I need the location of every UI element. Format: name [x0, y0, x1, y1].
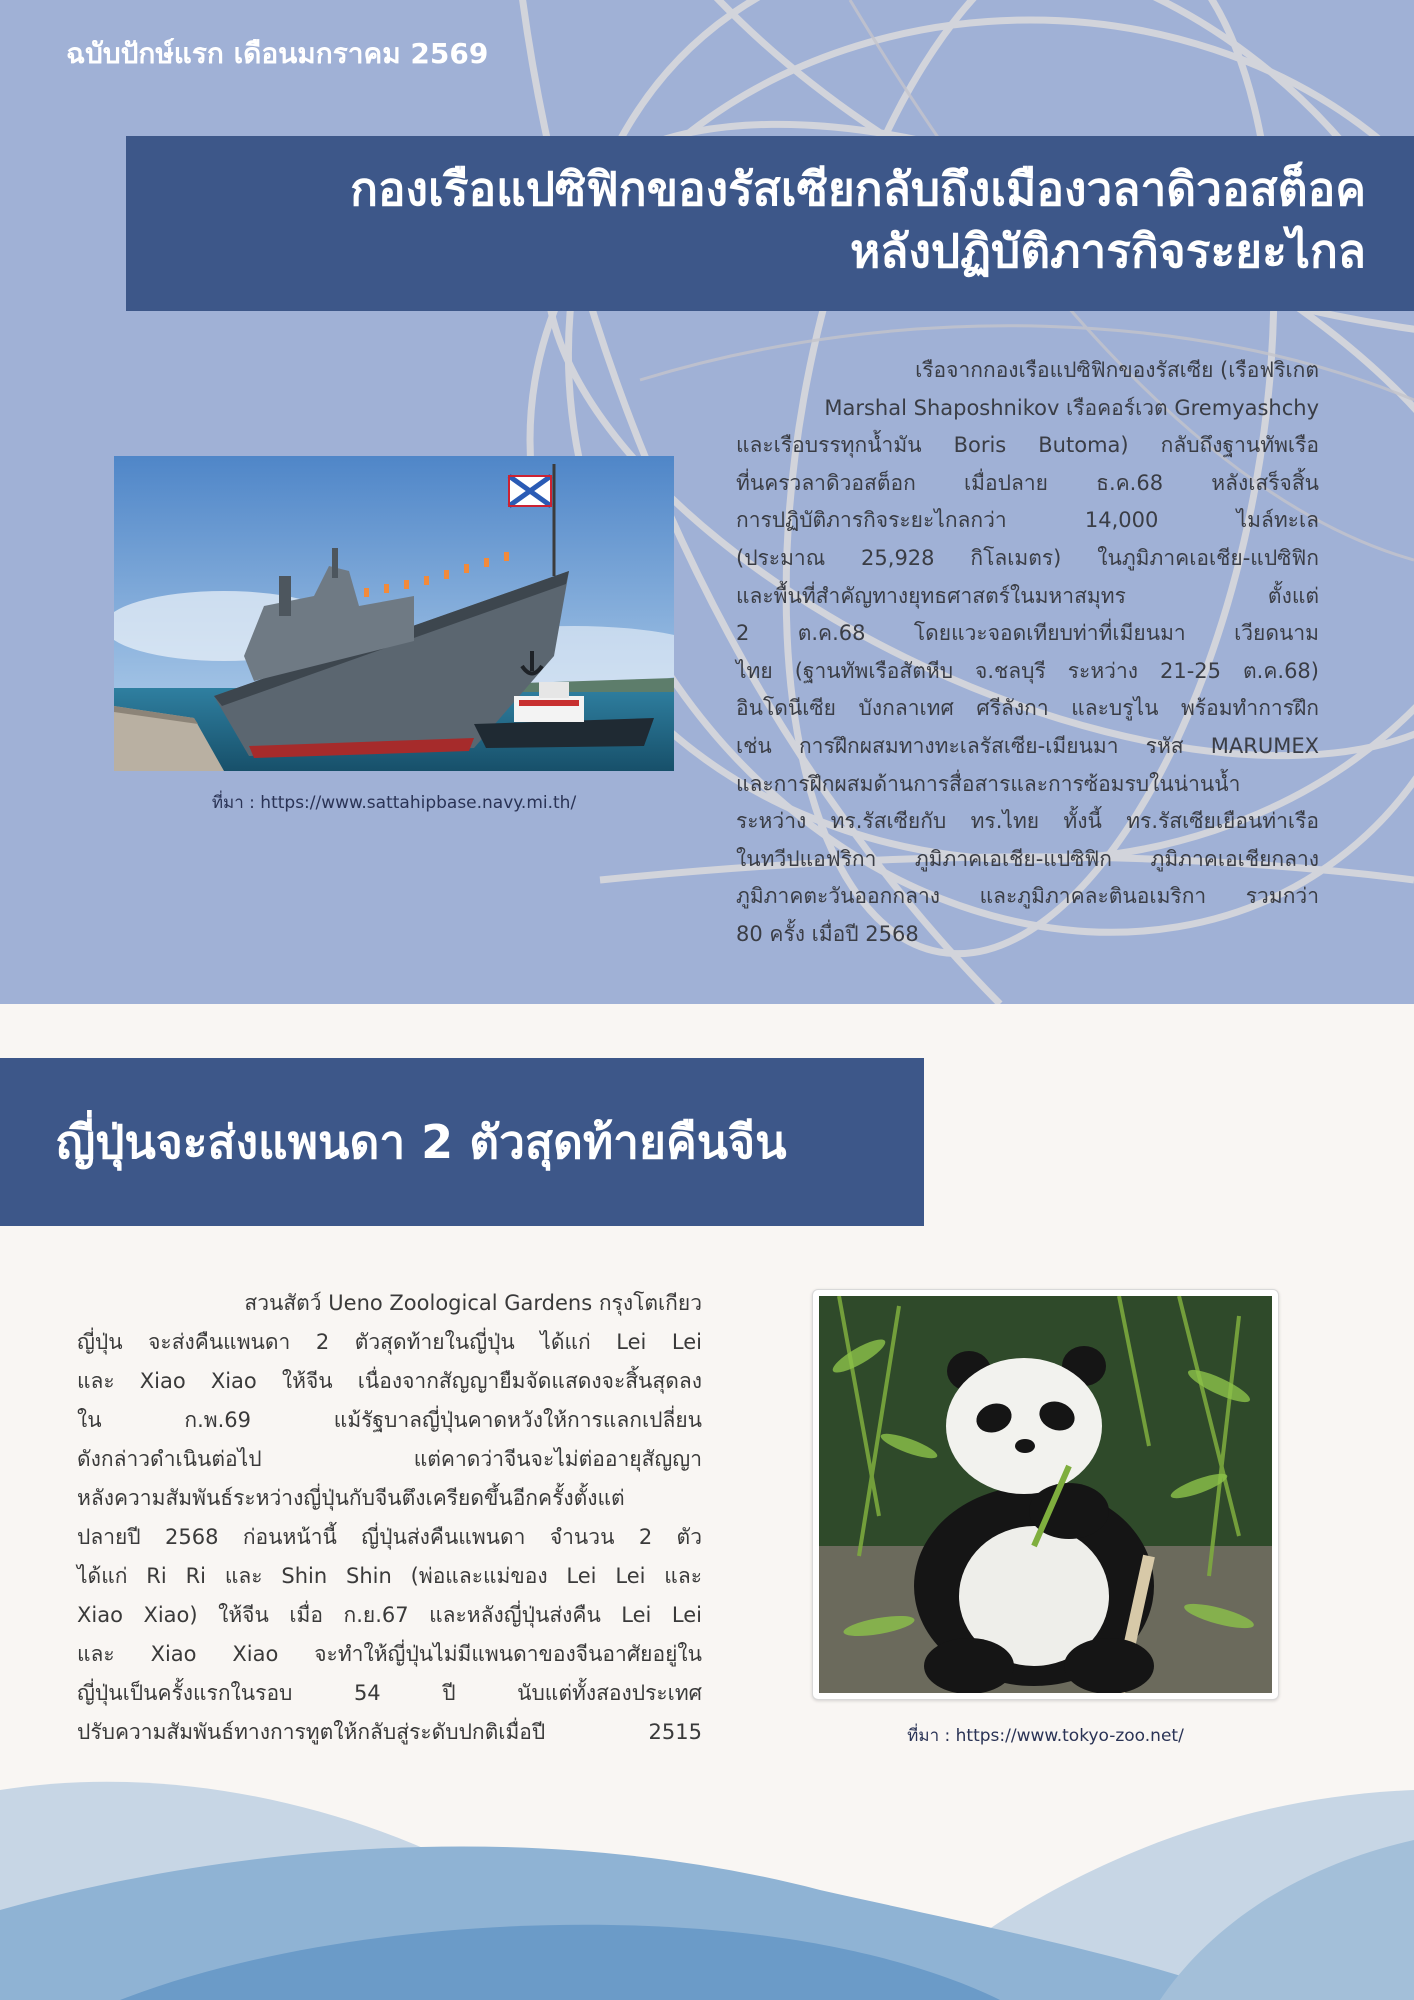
article-1-line: และพื้นที่สำคัญทางยุทธศาสตร์ในมหาสมุทร ตั้งแต่	[736, 583, 1319, 608]
article-2-line: Xiao Xiao) ให้จีน เมื่อ ก.ย.67 และหลังญี่ปุ่นส่งคืน Lei Lei	[77, 1603, 702, 1627]
headline-1-line-1: กองเรือแปซิฟิกของรัสเซียกลับถึงเมืองวลาดิวอสต็อค	[350, 162, 1366, 216]
article-1-line: (ประมาณ 25,928 กิโลเมตร) ในภูมิภาคเอเชีย-แปซิฟิก	[736, 545, 1319, 570]
headline-1-line-2: หลังปฏิบัติภารกิจระยะไกล	[849, 224, 1366, 278]
warship-photo-caption: ที่มา : https://www.sattahipbase.navy.mi.th/	[211, 793, 577, 813]
article-2-body	[77, 1284, 702, 1752]
article-2-line: ปรับความสัมพันธ์ทางการทูตให้กลับสู่ระดับปกติเมื่อปี 2515	[77, 1720, 702, 1744]
panda-photo-caption: ที่มา : https://www.tokyo-zoo.net/	[907, 1726, 1184, 1746]
article-1-body	[736, 352, 1319, 954]
article-2-line: ญี่ปุ่น จะส่งคืนแพนดา 2 ตัวสุดท้ายในญี่ปุ่น ได้แก่ Lei Lei	[77, 1330, 702, 1354]
headline-banner-1	[126, 136, 1414, 311]
article-2-line: สวนสัตว์ Ueno Zoological Gardens กรุงโตเกียว	[244, 1291, 702, 1315]
article-1-line: ภูมิภาคตะวันออกกลาง และภูมิภาคละตินอเมริกา รวมกว่า	[736, 884, 1319, 909]
article-1-line: และการฝึกผสมด้านการสื่อสารและการซ้อมรบในน่านน้ำ	[736, 771, 1241, 796]
headline-2: ญี่ปุ่นจะส่งแพนดา 2 ตัวสุดท้ายคืนจีน	[56, 1114, 787, 1169]
article-1-line: และเรือบรรทุกน้ำมัน Boris Butoma) กลับถึงฐานทัพเรือ	[736, 433, 1319, 458]
panda-photo-frame	[812, 1289, 1279, 1700]
warship-illustration	[114, 456, 674, 771]
article-1-line: การปฏิบัติภารกิจระยะไกลกว่า 14,000 ไมล์ทะเล	[736, 508, 1319, 533]
article-1-line: เช่น การฝึกผสมทางทะเลรัสเซีย-เมียนมา รหัส MARUMEX	[736, 733, 1319, 758]
article-2-line: และ Xiao Xiao จะทำให้ญี่ปุ่นไม่มีแพนดาของจีนอาศัยอยู่ใน	[77, 1642, 702, 1666]
article-2-line: ปลายปี 2568 ก่อนหน้านี้ ญี่ปุ่นส่งคืนแพนดา จำนวน 2 ตัว	[77, 1525, 702, 1549]
article-2-line: ดังกล่าวดำเนินต่อไป แต่คาดว่าจีนจะไม่ต่ออายุสัญญา	[77, 1447, 702, 1471]
article-2-line: หลังความสัมพันธ์ระหว่างญี่ปุ่นกับจีนตึงเครียดขึ้นอีกครั้งตั้งแต่	[77, 1486, 625, 1510]
panda-photo	[819, 1296, 1272, 1693]
article-2-line: ใน ก.พ.69 แม้รัฐบาลญี่ปุ่นคาดหวังให้การแลกเปลี่ยน	[77, 1408, 702, 1432]
article-1-line: ในทวีปแอฟริกา ภูมิภาคเอเชีย-แปซิฟิก ภูมิภาคเอเชียกลาง	[736, 846, 1319, 871]
article-1-line: อินโดนีเซีย บังกลาเทศ ศรีลังกา และบรูไน พร้อมทำการฝึก	[736, 696, 1319, 721]
article-1-line: 80 ครั้ง เมื่อปี 2568	[736, 921, 919, 946]
article-1-line: ที่นครวลาดิวอสต็อก เมื่อปลาย ธ.ค.68 หลังเสร็จสิ้น	[736, 470, 1319, 495]
article-2-line: ได้แก่ Ri Ri และ Shin Shin (พ่อและแม่ของ Lei Lei และ	[77, 1564, 702, 1588]
article-1-line: 2 ต.ค.68 โดยแวะจอดเทียบท่าที่เมียนมา เวียดนาม	[736, 621, 1319, 646]
article-1-line: ระหว่าง ทร.รัสเซียกับ ทร.ไทย ทั้งนี้ ทร.รัสเซียเยือนท่าเรือ	[736, 809, 1319, 834]
article-1-line: ไทย (ฐานทัพเรือสัตหีบ จ.ชลบุรี ระหว่าง 21-25 ต.ค.68)	[736, 658, 1319, 683]
article-1-line: เรือจากกองเรือแปซิฟิกของรัสเซีย (เรือฟริเกต	[915, 358, 1319, 382]
article-1-line: Marshal Shaposhnikov เรือคอร์เวต Gremyashchy	[824, 395, 1319, 420]
article-2-line: ญี่ปุ่นเป็นครั้งแรกในรอบ 54 ปี นับแต่ทั้งสองประเทศ	[77, 1681, 702, 1705]
wave-decoration	[0, 1760, 1414, 2000]
headline-banner-2	[0, 1058, 924, 1226]
warship-photo	[114, 456, 674, 771]
article-2-line: และ Xiao Xiao ให้จีน เนื่องจากสัญญายืมจัดแสดงจะสิ้นสุดลง	[77, 1369, 702, 1393]
edition-label: ฉบับปักษ์แรก เดือนมกราคม 2569	[66, 37, 489, 70]
panda-illustration	[819, 1296, 1272, 1693]
